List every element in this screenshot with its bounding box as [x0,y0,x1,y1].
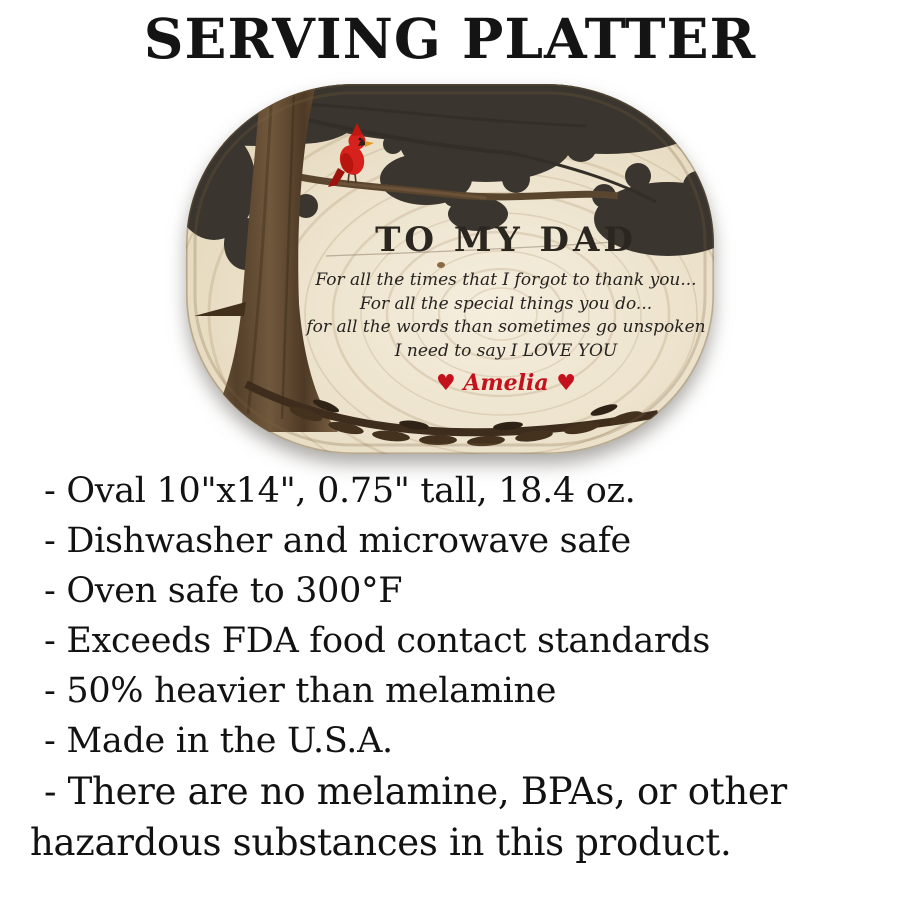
features-list [30,466,882,868]
feature-item: - Oval 10"x14", 0.75" tall, 18.4 oz. [44,471,636,511]
plate-text-block [296,222,716,396]
product-title: SERVING PLATTER [143,6,757,71]
feature-item: - Dishwasher and microwave safe [44,521,631,561]
feature-item: - There are no melamine, BPAs, or other hazardous substances in this product. [30,770,787,864]
feature-item: - Exceeds FDA food contact standards [44,621,711,661]
feature-item: - Made in the U.S.A. [44,721,393,761]
plate-heading: TO MY DAD [375,220,637,260]
feature-item: - 50% heavier than melamine [44,671,557,711]
poem-line: For all the special things you do... [359,293,653,314]
poem-line: For all the times that I forgot to thank you... [315,270,697,291]
poem-line: I need to say I LOVE YOU [394,340,618,361]
feature-item: - Oven safe to 300°F [44,571,403,611]
signature: ♥ Amelia ♥ [435,370,577,397]
platter-image [186,84,714,458]
poem-line: for all the words than sometimes go unspoken [306,317,706,338]
